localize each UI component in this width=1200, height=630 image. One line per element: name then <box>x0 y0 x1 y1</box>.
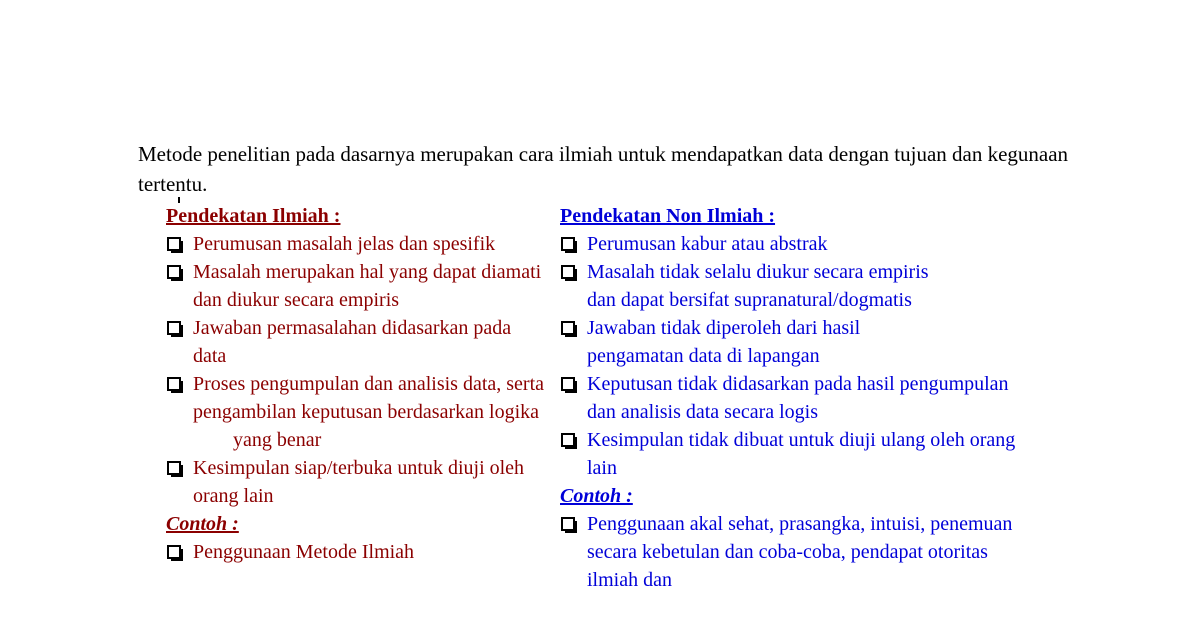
checkbox-bullet-icon <box>561 237 575 251</box>
checkbox-bullet-icon <box>167 237 181 251</box>
scientific-approach-column <box>166 202 558 566</box>
checkbox-bullet-icon <box>167 321 181 335</box>
checkbox-bullet-icon <box>561 321 575 335</box>
list-item: Kesimpulan siap/terbuka untuk diuji oleh orang lain <box>166 454 545 510</box>
non-scientific-example-heading: Contoh : <box>560 485 633 507</box>
scientific-example-heading: Contoh : <box>166 513 239 535</box>
list-item: Penggunaan Metode Ilmiah <box>166 538 545 566</box>
list-item: Jawaban tidak diperoleh dari hasil pengamatan data di lapangan <box>560 314 932 370</box>
checkbox-bullet-icon <box>561 377 575 391</box>
list-item: Masalah merupakan hal yang dapat diamati dan diukur secara empiris <box>166 258 545 314</box>
list-item: Masalah tidak selalu diukur secara empiris dan dapat bersifat supranatural/dogmatis <box>560 258 947 314</box>
checkbox-bullet-icon <box>167 377 181 391</box>
scientific-approach-heading: Pendekatan Ilmiah : <box>166 205 341 227</box>
non-scientific-approach-column <box>560 202 1016 594</box>
checkbox-bullet-icon <box>167 545 181 559</box>
list-item: Penggunaan akal sehat, prasangka, intuisi, penemuan secara kebetulan dan coba-coba, pendapat otoritas ilmiah dan <box>560 510 1017 594</box>
checkbox-bullet-icon <box>561 265 575 279</box>
checkbox-bullet-icon <box>561 433 575 447</box>
list-item: Keputusan tidak didasarkan pada hasil pengumpulan dan analisis data secara logis <box>560 370 1017 426</box>
checkbox-bullet-icon <box>167 461 181 475</box>
checkbox-bullet-icon <box>561 517 575 531</box>
list-item: Perumusan kabur atau abstrak <box>560 230 1017 258</box>
list-item: Kesimpulan tidak dibuat untuk diuji ulang oleh orang lain <box>560 426 1017 482</box>
non-scientific-approach-heading: Pendekatan Non Ilmiah : <box>560 205 776 227</box>
checkbox-bullet-icon <box>167 265 181 279</box>
list-item: Proses pengumpulan dan analisis data, serta pengambilan keputusan berdasarkan logika yang benar <box>166 370 545 454</box>
list-item: Perumusan masalah jelas dan spesifik <box>166 230 585 258</box>
intro-paragraph: Metode penelitian pada dasarnya merupakan cara ilmiah untuk mendapatkan data dengan tujuan dan kegunaan tertentu. <box>138 142 1069 196</box>
list-item-continuation: yang benar <box>233 429 322 451</box>
list-item: Jawaban permasalahan didasarkan pada data <box>166 314 545 370</box>
